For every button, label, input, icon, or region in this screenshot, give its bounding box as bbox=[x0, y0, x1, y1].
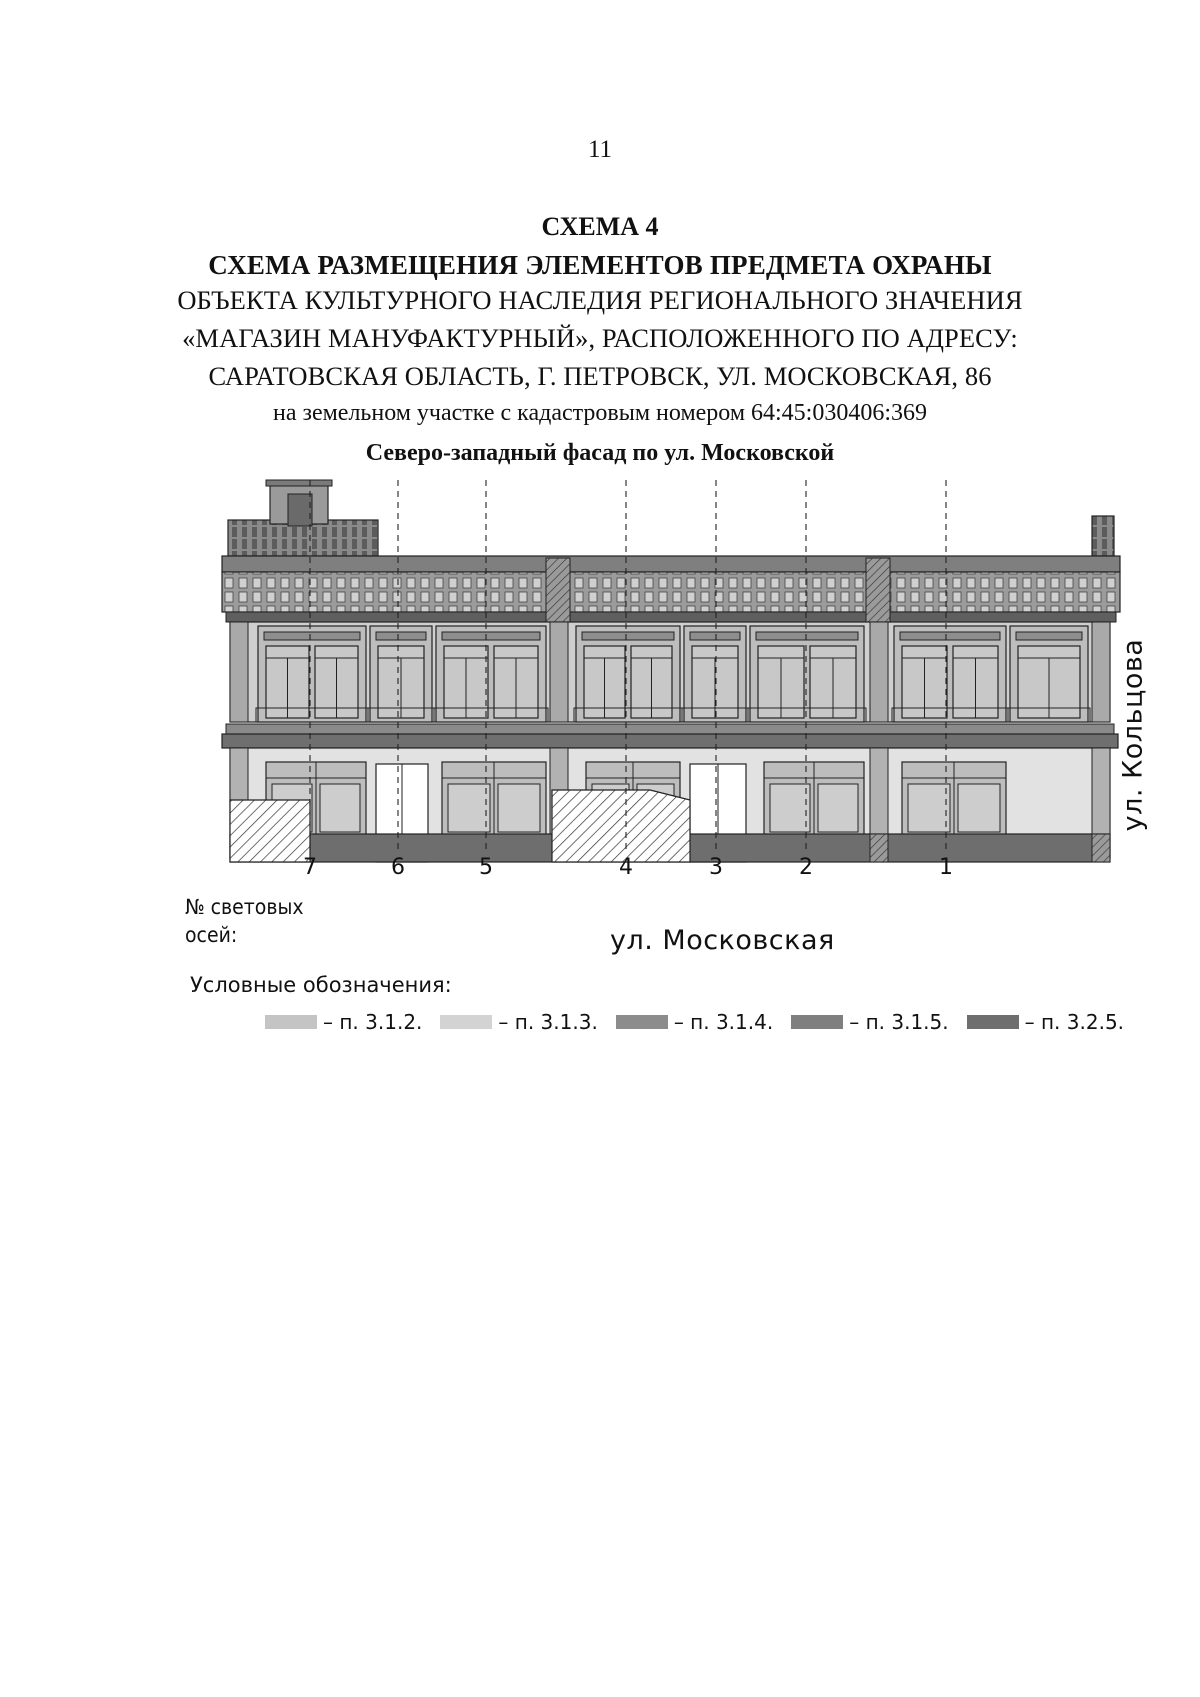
window-cornice bbox=[376, 632, 426, 640]
glass-pane bbox=[448, 784, 490, 832]
axis-number: 4 bbox=[619, 855, 633, 880]
window-cornice bbox=[690, 632, 740, 640]
glass-pane bbox=[908, 784, 950, 832]
legend-item bbox=[440, 1010, 597, 1034]
glass-pane bbox=[498, 784, 540, 832]
legend-label: – п. 3.1.2. bbox=[323, 1010, 423, 1034]
axis-number: 7 bbox=[303, 855, 317, 880]
facade-drawing bbox=[180, 478, 1140, 918]
scheme-number: СХЕМА 4 bbox=[541, 212, 659, 241]
legend-swatch bbox=[440, 1015, 492, 1029]
axes-label bbox=[185, 893, 304, 949]
legend-swatch bbox=[265, 1015, 317, 1029]
annex-left bbox=[230, 800, 310, 862]
window-cornice bbox=[582, 632, 674, 640]
window-cornice bbox=[900, 632, 1000, 640]
attic-right-post bbox=[1092, 516, 1114, 556]
axes-label-line1: № световых bbox=[185, 895, 304, 919]
street-moskovskaya: ул. Московская bbox=[610, 925, 835, 956]
legend-swatch bbox=[616, 1015, 668, 1029]
plinth-hatch-2 bbox=[1092, 834, 1110, 862]
cornice bbox=[222, 556, 1120, 622]
legend-label: – п. 3.1.5. bbox=[849, 1010, 949, 1034]
legend-item bbox=[265, 1010, 422, 1034]
legend-title: Условные обозначения: bbox=[190, 973, 452, 997]
cadastral-line: на земельном участке с кадастровым номером 64:45:030406:369 bbox=[272, 400, 928, 426]
upper-windows bbox=[256, 626, 1090, 722]
object-line-3: САРАТОВСКАЯ ОБЛАСТЬ, Г. ПЕТРОВСК, УЛ. МОСКОВСКАЯ, 86 bbox=[208, 361, 992, 391]
plinth-hatch-1 bbox=[870, 834, 888, 862]
legend bbox=[265, 1010, 1142, 1034]
axis-number: 1 bbox=[939, 855, 953, 880]
window-cornice bbox=[1016, 632, 1082, 640]
legend-item bbox=[791, 1010, 948, 1034]
axis-number: 5 bbox=[479, 855, 493, 880]
axis-number: 2 bbox=[799, 855, 813, 880]
glass-pane bbox=[818, 784, 858, 832]
attic-left bbox=[228, 480, 378, 556]
axis-number: 3 bbox=[709, 855, 723, 880]
legend-label: – п. 3.2.5. bbox=[1024, 1010, 1125, 1034]
window-cornice bbox=[264, 632, 360, 640]
legend-label: – п. 3.1.3. bbox=[498, 1010, 598, 1034]
facade-title: Северо-западный фасад по ул. Московской bbox=[365, 440, 835, 466]
object-line-2: «МАГАЗИН МАНУФАКТУРНЫЙ», РАСПОЛОЖЕННОГО ПО АДРЕСУ: bbox=[182, 323, 1018, 353]
street-koltsova: ул. Кольцова bbox=[1117, 638, 1149, 832]
glass-pane bbox=[958, 784, 1000, 832]
window-cornice bbox=[756, 632, 858, 640]
window-cornice bbox=[442, 632, 540, 640]
glass-pane bbox=[320, 784, 360, 832]
legend-swatch bbox=[791, 1015, 843, 1029]
page-number: 11 bbox=[587, 136, 613, 163]
legend-item bbox=[967, 1010, 1124, 1034]
legend-swatch bbox=[967, 1015, 1019, 1029]
axis-number: 6 bbox=[391, 855, 405, 880]
annex-middle bbox=[552, 790, 690, 862]
scheme-title: СХЕМА РАЗМЕЩЕНИЯ ЭЛЕМЕНТОВ ПРЕДМЕТА ОХРАНЫ bbox=[208, 250, 992, 280]
object-line-1: ОБЪЕКТА КУЛЬТУРНОГО НАСЛЕДИЯ РЕГИОНАЛЬНОГО ЗНАЧЕНИЯ bbox=[177, 285, 1023, 315]
legend-item bbox=[616, 1010, 773, 1034]
glass-pane bbox=[770, 784, 810, 832]
axes-label-line2: осей: bbox=[185, 923, 238, 947]
legend-label: – п. 3.1.4. bbox=[673, 1010, 774, 1034]
